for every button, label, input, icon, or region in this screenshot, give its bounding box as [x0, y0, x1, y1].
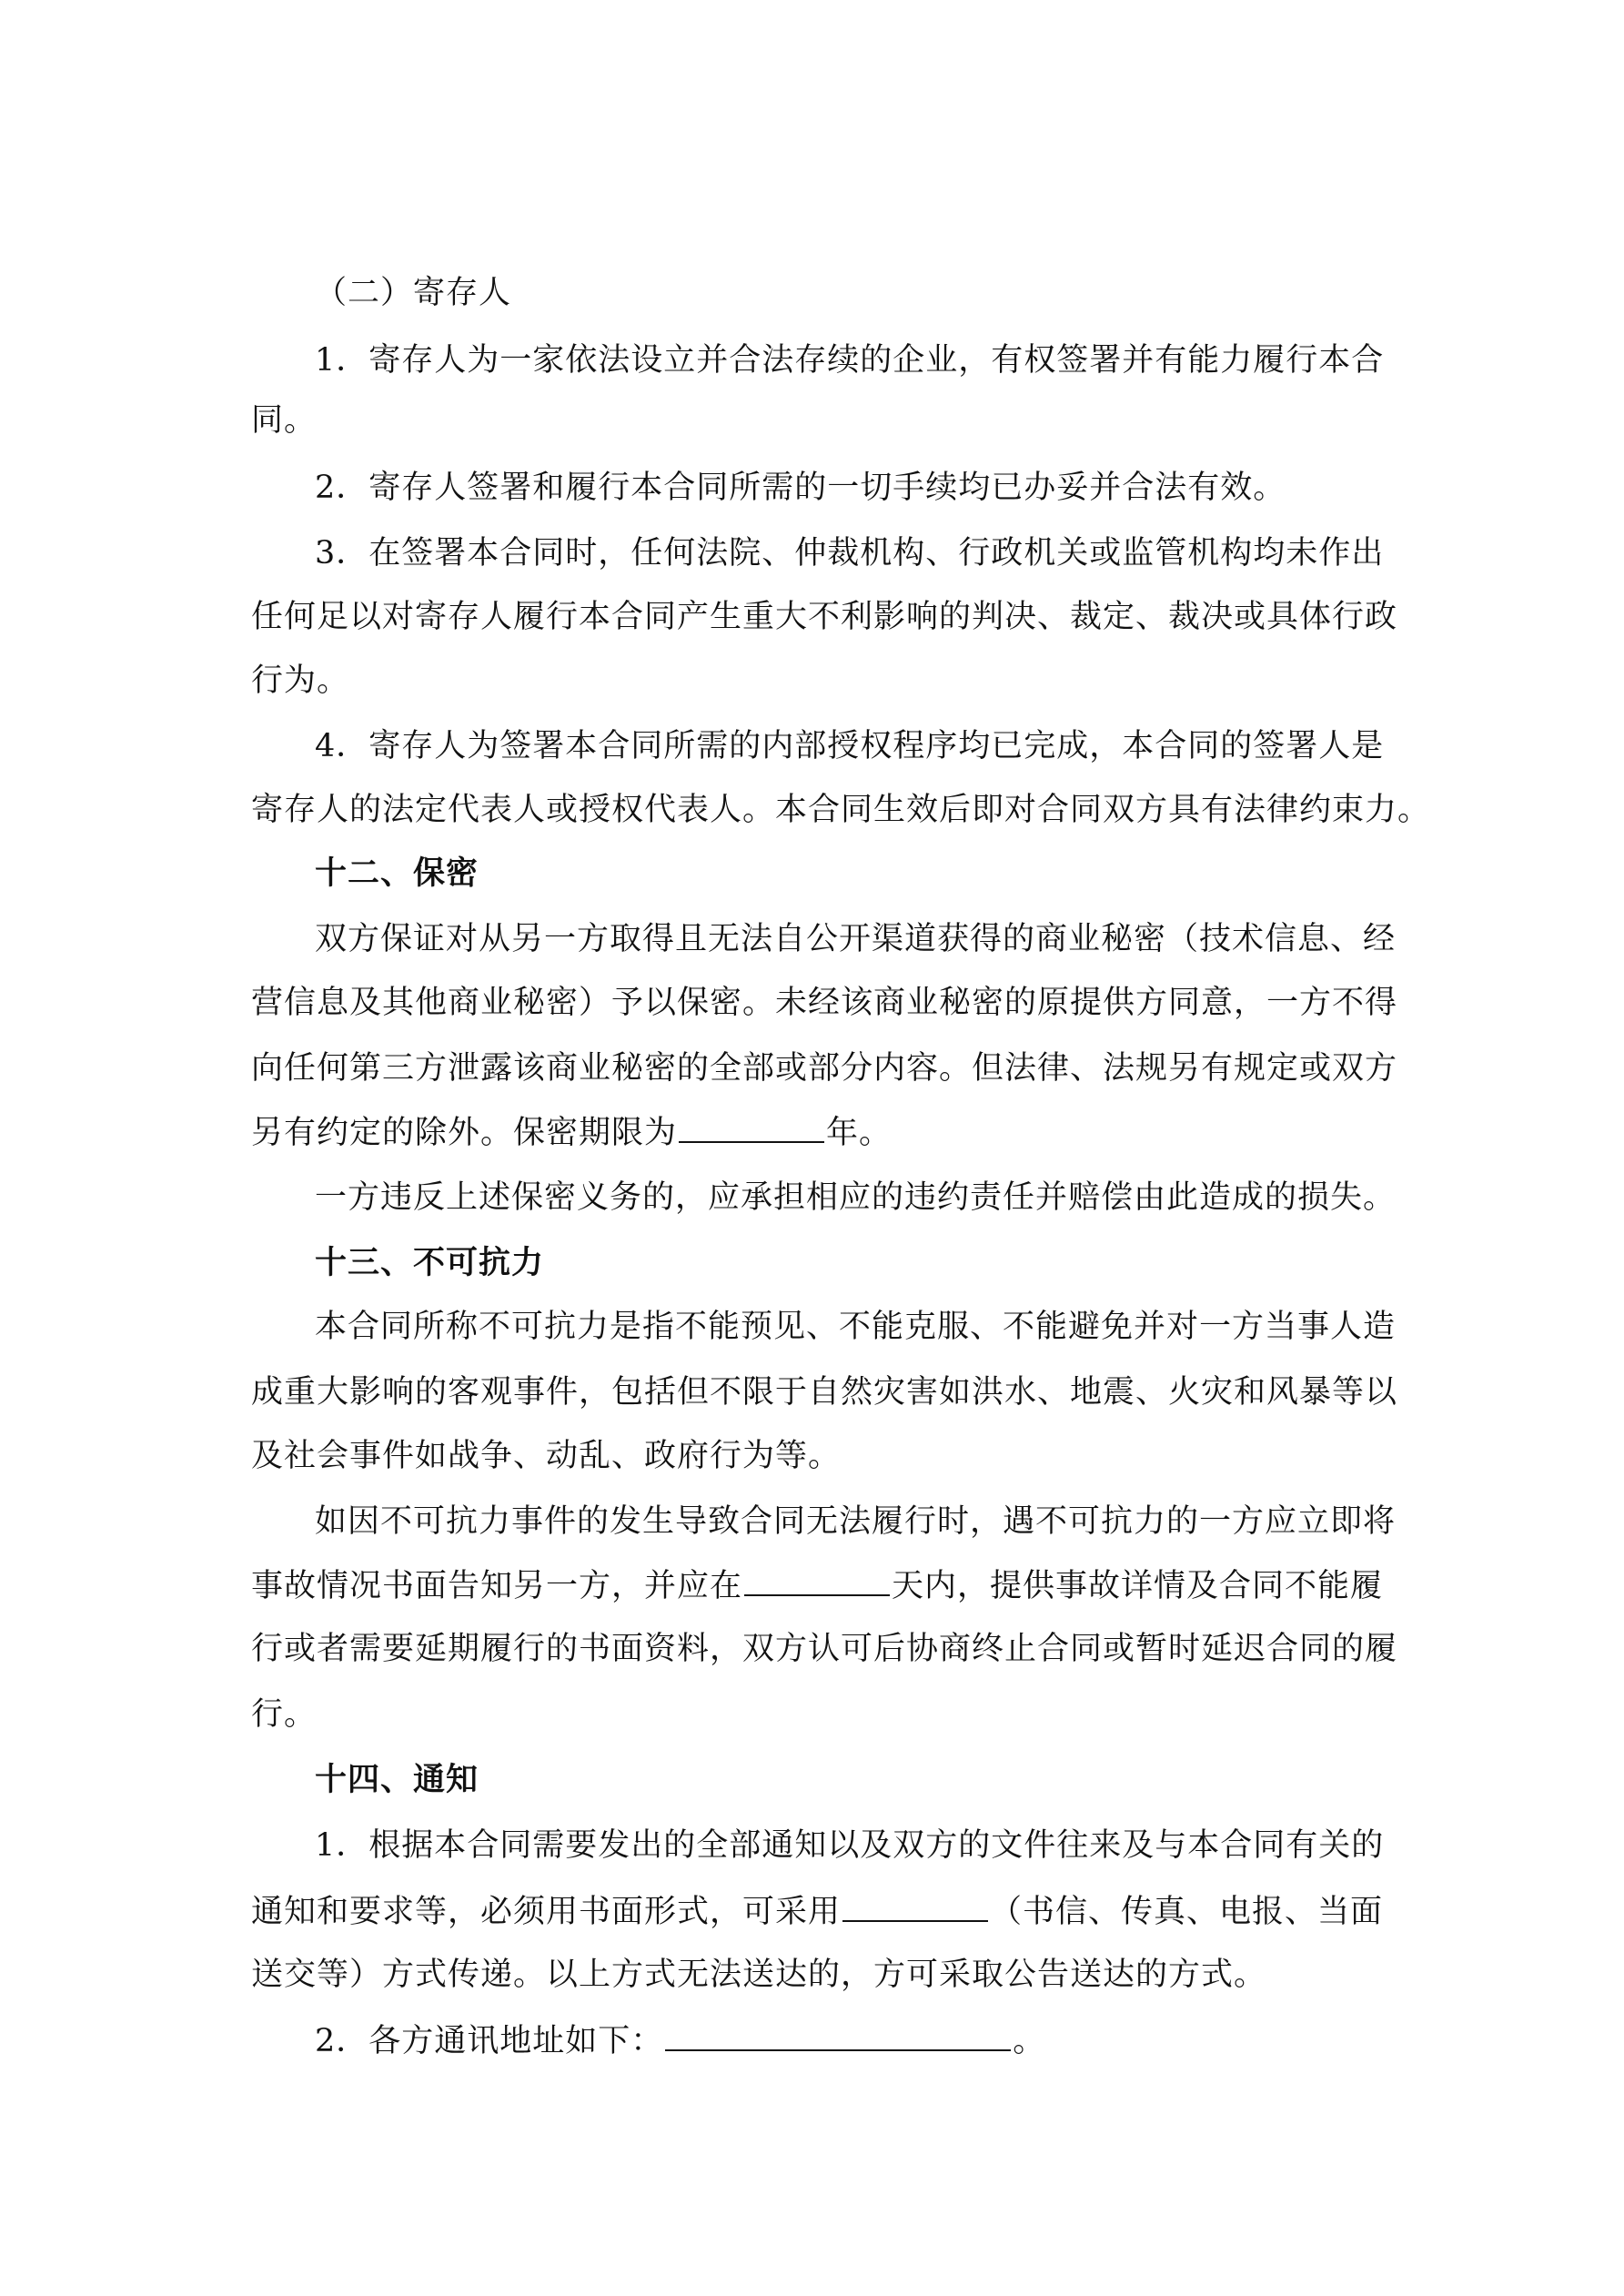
section-heading-notice: 十四、通知 — [315, 1761, 479, 1798]
paragraph-line — [251, 1562, 1388, 1609]
paragraph-line: 2．寄存人签署和履行本合同所需的一切手续均已办妥并合法有效。 — [315, 470, 1286, 506]
text-segment: 年。 — [826, 1115, 893, 1151]
blank-field-delivery-method[interactable] — [842, 1887, 988, 1922]
paragraph-line: 行或者需要延期履行的书面资料，双方认可后协商终止合同或暂时延迟合同的履 — [251, 1631, 1398, 1667]
paragraph-line — [315, 2017, 1388, 2064]
paragraph-line: 寄存人的法定代表人或授权代表人。本合同生效后即对合同双方具有法律约束力。 — [251, 792, 1431, 828]
paragraph-line: 行。 — [251, 1696, 318, 1733]
text-segment: 天内，提供事故详情及合同不能履 — [892, 1568, 1384, 1604]
section-heading-force-majeure: 十三、不可抗力 — [315, 1244, 545, 1281]
paragraph-line: 营信息及其他商业秘密）予以保密。未经该商业秘密的原提供方同意，一方不得 — [251, 985, 1398, 1021]
blank-field-confidentiality-term[interactable] — [679, 1108, 824, 1143]
paragraph-line — [251, 1887, 1388, 1935]
section-heading-depositor: （二）寄存人 — [315, 275, 512, 311]
paragraph-line: 1．根据本合同需要发出的全部通知以及双方的文件往来及与本合同有关的 — [315, 1827, 1385, 1864]
text-segment: 通知和要求等，必须用书面形式，可采用 — [251, 1894, 842, 1930]
text-segment: 2．各方通讯地址如下： — [315, 2023, 664, 2059]
text-segment: 。 — [1013, 2023, 1046, 2059]
paragraph-line: 成重大影响的客观事件，包括但不限于自然灾害如洪水、地震、火灾和风暴等以 — [251, 1374, 1398, 1411]
paragraph-line: 向任何第三方泄露该商业秘密的全部或部分内容。但法律、法规另有规定或双方 — [251, 1050, 1398, 1087]
paragraph-line — [251, 1108, 1388, 1156]
paragraph-line: 任何足以对寄存人履行本合同产生重大不利影响的判决、裁定、裁决或具体行政 — [251, 599, 1398, 635]
paragraph-line: 1．寄存人为一家依法设立并合法存续的企业，有权签署并有能力履行本合 — [315, 342, 1385, 379]
blank-field-address[interactable] — [665, 2017, 1011, 2051]
section-heading-confidentiality: 十二、保密 — [315, 855, 479, 892]
paragraph-line: 一方违反上述保密义务的，应承担相应的违约责任并赔偿由此造成的损失。 — [315, 1179, 1397, 1216]
text-segment: 事故情况书面告知另一方，并应在 — [251, 1568, 743, 1604]
paragraph-line: 3．在签署本合同时，任何法院、仲裁机构、行政机关或监管机构均未作出 — [315, 535, 1385, 571]
paragraph-line: 及社会事件如战争、动乱、政府行为等。 — [251, 1438, 842, 1474]
text-segment: 另有约定的除外。保密期限为 — [251, 1115, 678, 1151]
paragraph-line: 4．寄存人为签署本合同所需的内部授权程序均已完成，本合同的签署人是 — [315, 728, 1385, 764]
text-segment: （书信、传真、电报、当面 — [990, 1894, 1384, 1930]
paragraph-line: 双方保证对从另一方取得且无法自公开渠道获得的商业秘密（技术信息、经 — [315, 921, 1397, 957]
paragraph-line: 本合同所称不可抗力是指不能预见、不能克服、不能避免并对一方当事人造 — [315, 1309, 1397, 1345]
paragraph-line: 如因不可抗力事件的发生导致合同无法履行时，遇不可抗力的一方应立即将 — [315, 1503, 1397, 1540]
paragraph-line: 同。 — [251, 402, 318, 439]
blank-field-notice-days[interactable] — [744, 1562, 890, 1596]
paragraph-line: 行为。 — [251, 663, 350, 699]
paragraph-line: 送交等）方式传递。以上方式无法送达的，方可采取公告送达的方式。 — [251, 1957, 1267, 1993]
